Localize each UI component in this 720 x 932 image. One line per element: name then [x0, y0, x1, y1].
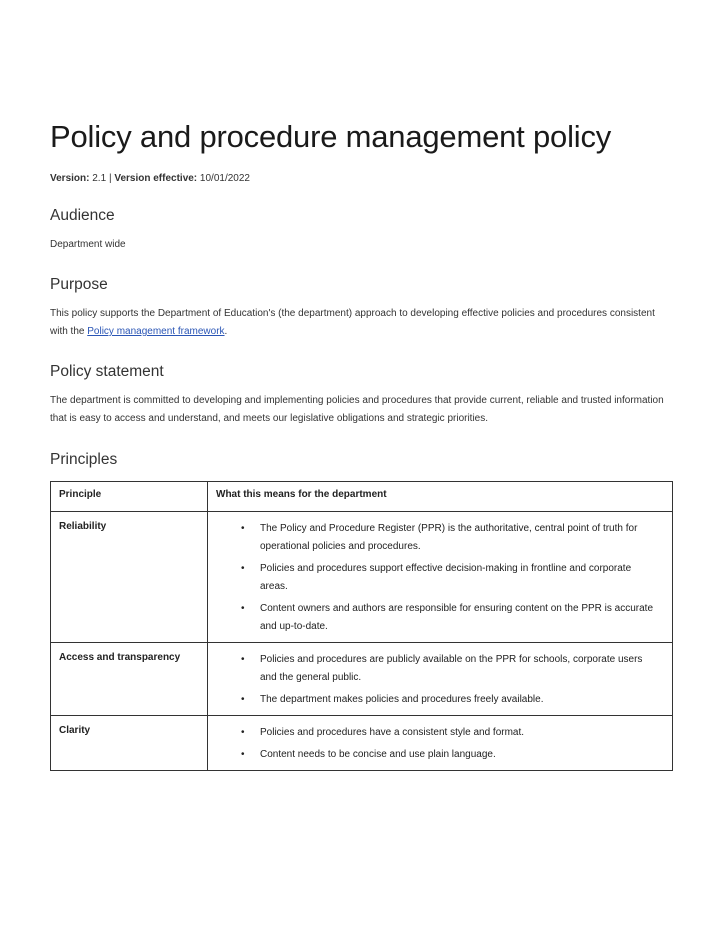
table-row — [51, 512, 673, 643]
bullet-icon: • — [241, 694, 245, 705]
principle-clarity: Clarity — [51, 716, 208, 771]
meaning-cell — [208, 512, 673, 643]
bullet-list — [216, 520, 664, 636]
list-item-text: Policies and procedures support effective decision-making in frontline and corporate areas. — [260, 563, 632, 592]
list-item-text: The department makes policies and procedures freely available. — [260, 694, 544, 705]
table-header-row — [51, 482, 673, 512]
table-row — [51, 643, 673, 716]
audience-heading: Audience — [50, 207, 115, 224]
purpose-text — [50, 305, 673, 341]
list-item — [241, 746, 664, 764]
audience-text: Department wide — [50, 239, 126, 250]
list-item — [241, 600, 664, 636]
purpose-text-start: This policy supports the Department of Education's (the department) approach to developing effective policies and procedures consistent with the — [50, 308, 655, 337]
bullet-icon: • — [241, 654, 245, 665]
list-item-text: Policies and procedures are publicly available on the PPR for schools, corporate users and the general public. — [260, 654, 643, 683]
statement-text: The department is committed to developing and implementing policies and procedures that provide current, reliable and trusted information that is easy to access and understand, and meets our legislative obligations and strategic priorities. — [50, 395, 664, 424]
principles-table — [50, 481, 673, 771]
meaning-cell — [208, 643, 673, 716]
list-item — [241, 520, 664, 556]
list-item — [241, 651, 664, 687]
version-separator: | — [108, 173, 112, 184]
bullet-list — [216, 724, 664, 764]
document-title: Policy and procedure management policy — [50, 119, 612, 154]
statement-heading: Policy statement — [50, 363, 164, 380]
purpose-heading: Purpose — [50, 276, 108, 293]
document-page — [50, 117, 673, 771]
policy-framework-link[interactable]: Policy management framework — [87, 326, 225, 337]
bullet-icon: • — [241, 727, 245, 738]
bullet-icon: • — [241, 523, 245, 534]
version-line — [50, 172, 673, 186]
list-item — [241, 560, 664, 596]
version-value: 2.1 — [92, 173, 107, 184]
table-row — [51, 716, 673, 771]
principles-heading: Principles — [50, 451, 118, 468]
version-label: Version: — [50, 173, 90, 184]
list-item-text: Content owners and authors are responsible for ensuring content on the PPR is accurate and up-to-date. — [260, 603, 654, 632]
list-item-text: Content needs to be concise and use plain language. — [260, 749, 496, 760]
list-item-text: Policies and procedures have a consistent style and format. — [260, 727, 525, 738]
principle-reliability: Reliability — [51, 512, 208, 643]
bullet-icon: • — [241, 563, 245, 574]
purpose-text-end: . — [224, 326, 228, 337]
meaning-cell — [208, 716, 673, 771]
list-item — [241, 724, 664, 742]
column-header-principle: Principle — [51, 482, 208, 512]
column-header-meaning: What this means for the department — [208, 482, 673, 512]
bullet-list — [216, 651, 664, 709]
bullet-icon: • — [241, 749, 245, 760]
list-item-text: The Policy and Procedure Register (PPR) is the authoritative, central point of truth for operational policies and procedures. — [260, 523, 638, 552]
principle-access-transparency: Access and transparency — [51, 643, 208, 716]
list-item — [241, 691, 664, 709]
bullet-icon: • — [241, 603, 245, 614]
effective-value: 10/01/2022 — [199, 173, 250, 184]
effective-label: Version effective: — [114, 173, 198, 184]
